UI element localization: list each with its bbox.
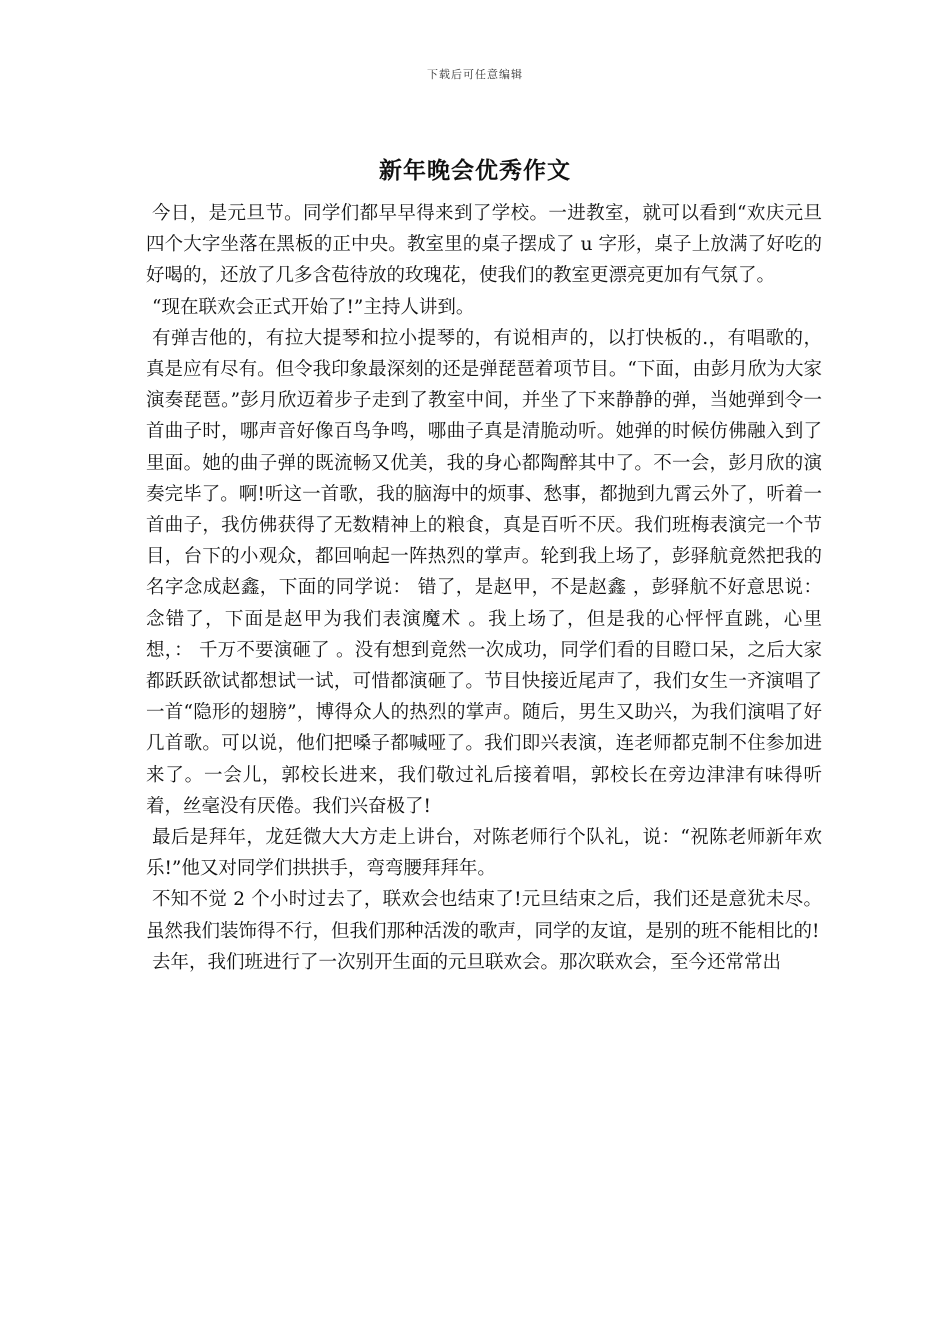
paragraph: 最后是拜年，龙廷微大大方走上讲台，对陈老师行个队礼，说：“祝陈老师新年欢乐!”他又对同学们拱拱手，弯弯腰拜拜年。: [146, 827, 822, 880]
paragraph: “现在联欢会正式开始了!”主持人讲到。: [152, 296, 475, 318]
document-title: 新年晚会优秀作文: [379, 157, 571, 184]
paragraph: 有弹吉他的，有拉大提琴和拉小提琴的，有说相声的，以打快板的.，有唱歌的，真是应有尽有。但令我印象最深刻的还是弹琵琶着项节目。“下面，由彭月欣为大家演奏琵琶。”彭月欣迈着步子走到了教室中间，并坐了下来静静的弹，当她弹到令一首曲子时，哪声音好像百鸟争鸣，哪曲子真是清脆动听。她弹的时候仿佛融入到了里面。她的曲子弹的既流畅又优美，我的身心都陶醉其中了。不一会，彭月欣的演奏完毕了。啊!听这一首歌，我的脑海中的烦事、愁事，都抛到九霄云外了，听着一首曲子，我仿佛获得了无数精神上的粮食，真是百听不厌。我们班梅表演完一个节目，台下的小观众，都回响起一阵热烈的掌声。轮到我上场了，彭驿航竟然把我的名字念成赵鑫，下面的同学说： 错了，是赵甲，不是赵鑫 ，彭驿航不好意思说： 念错了，下面是赵甲为我们表演魔术 。我上场了，但是我的心怦怦直跳，心里想，： 千万不要演砸了 。没有想到竟然一次成功，同学们看的目瞪口呆，之后大家都跃跃欲试都想试一试，可惜都演砸了。节目快接近尾声了，我们女生一齐演唱了一首“隐形的翅膀”，博得众人的热烈的掌声。随后，男生又助兴，为我们演唱了好几首歌。可以说，他们把嗓子都喊哑了。我们即兴表演，连老师都克制不住参加进来了。一会儿，郭校长进来，我们敬过礼后接着唱，郭校长在旁边津津有味得听着，丝毫没有厌倦。我们兴奋极了!: [146, 327, 822, 817]
document-body: [146, 198, 822, 978]
header-note: 下载后可任意编辑: [427, 68, 523, 81]
paragraph: 去年，我们班进行了一次别开生面的元旦联欢会。那次联欢会，至今还常常出: [152, 951, 782, 973]
paragraph: 今日，是元旦节。同学们都早早得来到了学校。一进教室，就可以看到“欢庆元旦 四个大字坐落在黑板的正中央。教室里的桌子摆成了 u 字形，桌子上放满了好吃的好喝的，还放了几多含苞待放的玫瑰花，使我们的教室更漂亮更加有气氛了。: [146, 203, 822, 287]
paragraph: 不知不觉 2 个小时过去了，联欢会也结束了!元旦结束之后，我们还是意犹未尽。虽然我们装饰得不行，但我们那种活泼的歌声，同学的友谊，是别的班不能相比的!: [146, 889, 822, 942]
